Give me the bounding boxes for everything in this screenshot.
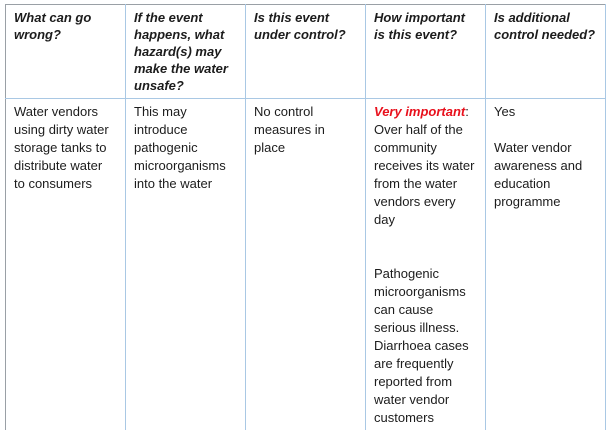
header-hazard: If the event happens, what hazard(s) may make the water unsafe?: [126, 5, 246, 99]
what-can-go-wrong-text: Water vendors using dirty water storage tanks to distribute water to consumers: [14, 104, 109, 191]
importance-colon: :: [465, 104, 469, 119]
importance-paragraph-1: [374, 103, 476, 229]
table-row: [6, 99, 606, 430]
header-importance: How important is this event?: [366, 5, 486, 99]
header-under-control: Is this event under control?: [246, 5, 366, 99]
header-additional-control: Is additional control needed?: [486, 5, 606, 99]
additional-control-answer: Yes: [494, 104, 516, 119]
additional-control-text: Water vendor awareness and education programme: [494, 140, 583, 209]
cell-what-can-go-wrong: [6, 99, 126, 430]
hazard-text: This may introduce pathogenic microorganisms into the water: [134, 104, 226, 191]
cell-additional-control: [486, 99, 606, 430]
under-control-text: No control measures in place: [254, 104, 325, 155]
header-row: [6, 5, 606, 99]
cell-importance: [366, 99, 486, 430]
importance-highlight: Very important: [374, 104, 466, 119]
header-what-can-go-wrong: What can go wrong?: [6, 5, 126, 99]
cell-under-control: [246, 99, 366, 430]
importance-text-1: Over half of the community receives its water from the water vendors every day: [374, 122, 475, 227]
hazard-analysis-table: [5, 4, 606, 430]
importance-paragraph-2: Pathogenic microorganisms can cause serious illness. Diarrhoea cases are frequently reported from water vendor customers: [374, 266, 469, 425]
cell-hazard: [126, 99, 246, 430]
